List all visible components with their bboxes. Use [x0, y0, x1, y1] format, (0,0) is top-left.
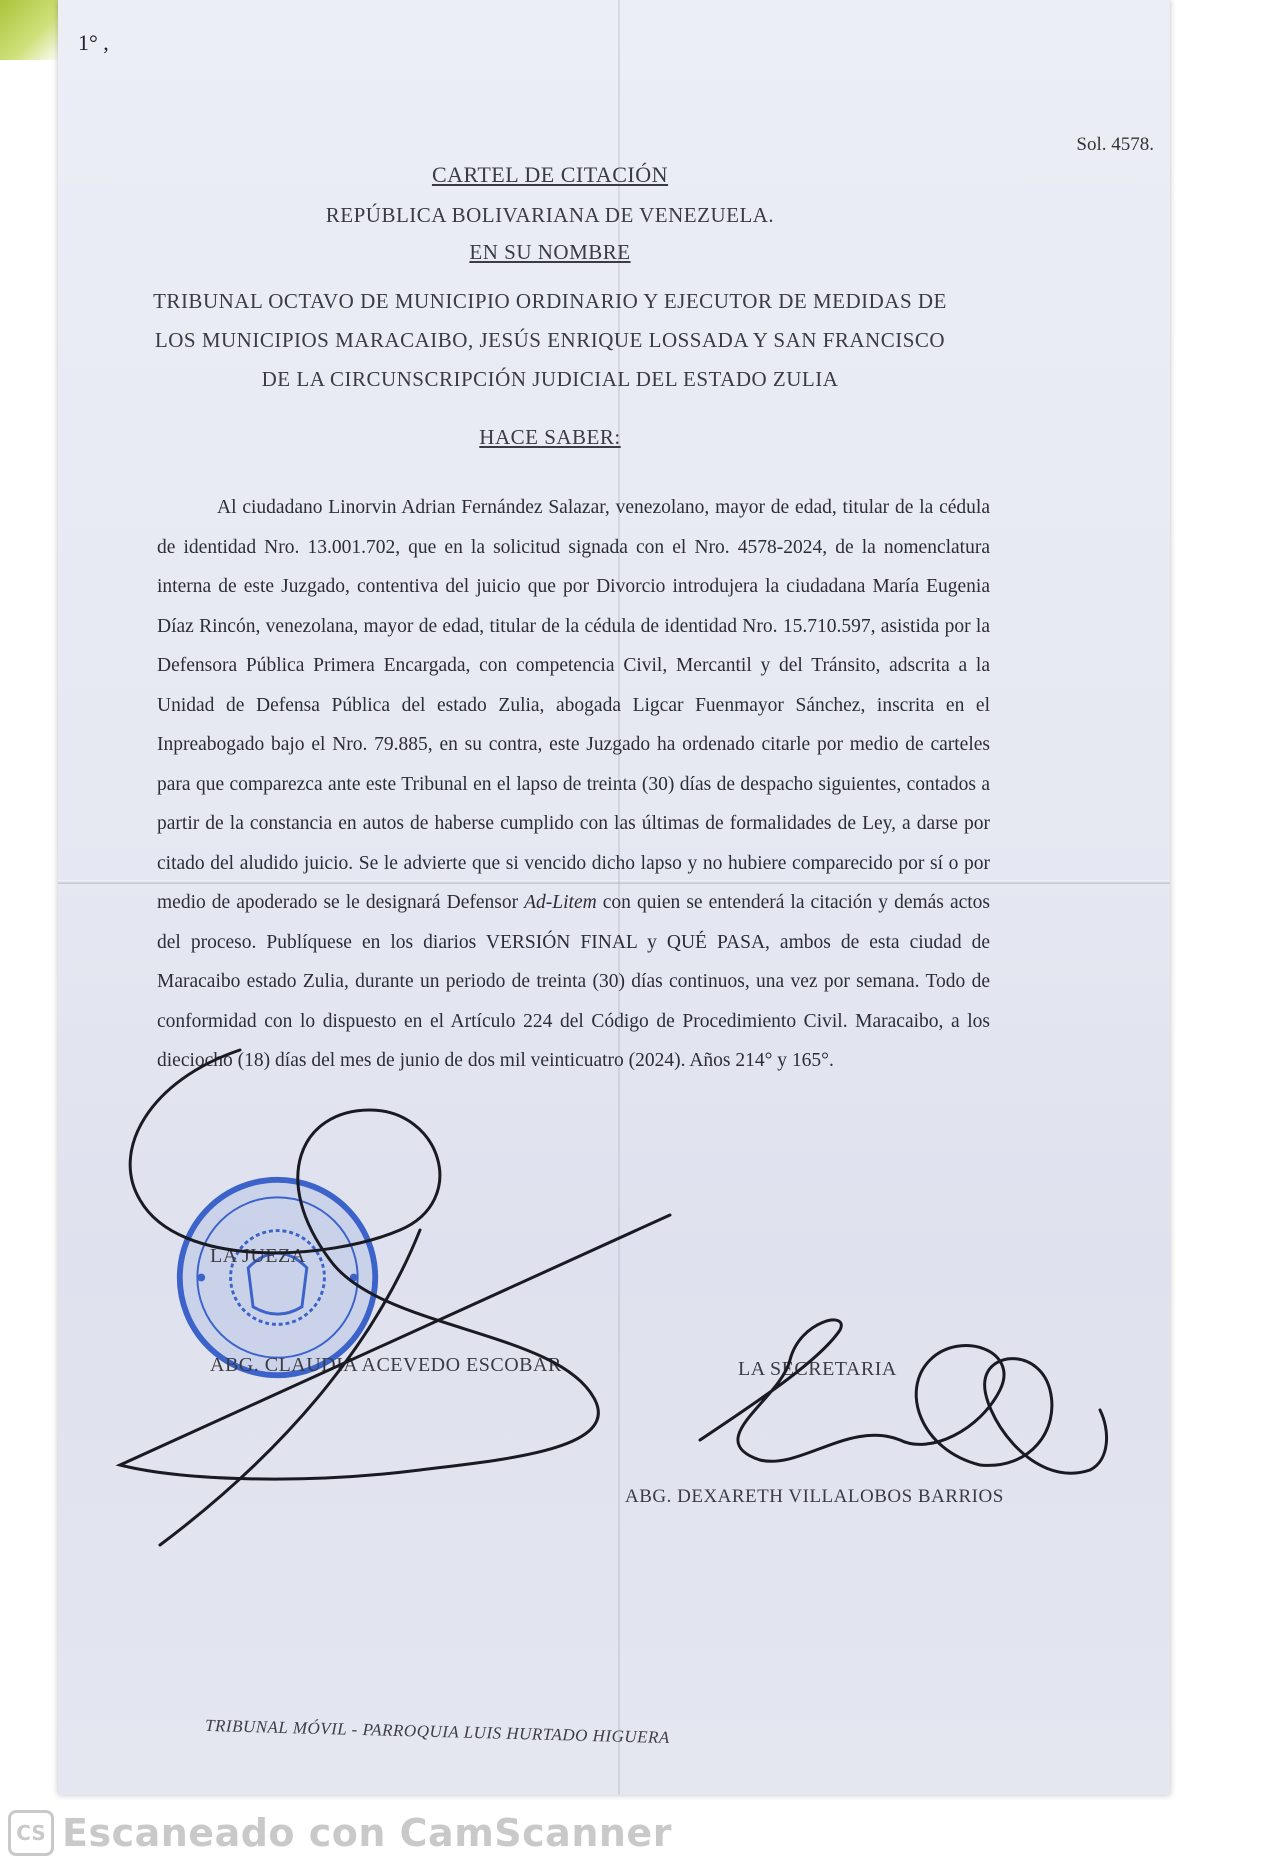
secretary-name: ABG. DEXARETH VILLALOBOS BARRIOS: [625, 1486, 1004, 1507]
judge-title: LA JUEZA: [210, 1245, 306, 1267]
court-seal-stamp: [170, 1170, 385, 1385]
body-part-1: Al ciudadano Linorvin Adrian Fernández Salazar, venezolano, mayor de edad, titular de la cédula de identidad Nro. 13.001.702, que en la solicitud signada con el Nro. 4578-2024, de la nomenclatura interna de este Juzgado, contentiva del juicio que por Divorcio introdujera la ciudadana María Eugenia Díaz Rincón, venezolana, mayor de edad, titular de la cédula de identidad Nro. 15.710.597, asistida por la Defensora Pública Primera Encargada, con competencia Civil, Mercantil y del Tránsito, adscrita a la Unidad de Defensa Pública del estado Zulia, abogada Ligcar Fuenmayor Sánchez, inscrita en el Inpreabogado bajo el Nro. 79.885, en su contra, este Juzgado ha ordenado citarle por medio de carteles para que comparezca ante este Tribunal en el lapso de treinta (30) días de despacho siguientes, contados a partir de la constancia en autos de haberse cumplido con las últimas de formalidades de Ley, a darse por citado del aludido juicio. Se le advierte que si vencido dicho lapso y no hubiere comparecido por sí o por medio de apoderado se le designará Defensor: [157, 497, 990, 913]
camscanner-logo-icon: CS: [8, 1810, 54, 1856]
sol-reference: Sol. 4578.: [1076, 134, 1154, 155]
in-name-heading: EN SU NOMBRE: [469, 240, 631, 264]
body-italic-term: Ad-Litem: [524, 892, 597, 913]
camscanner-watermark: [8, 1808, 672, 1858]
camscanner-text: Escaneado con CamScanner: [62, 1811, 672, 1855]
background-edge: [0, 0, 60, 60]
tribunal-heading: TRIBUNAL OCTAVO DE MUNICIPIO ORDINARIO Y EJECUTOR DE MEDIDAS DE LOS MUNICIPIOS MARACAIBO, JESÚS ENRIQUE LOSSADA Y SAN FRANCISCO DE LA CIRCUNSCRIPCIÓN JUDICIAL DEL ESTADO ZULIA: [153, 289, 947, 391]
republic-heading: REPÚBLICA BOLIVARIANA DE VENEZUELA.: [325, 203, 775, 227]
footer-note: TRIBUNAL MÓVIL - PARROQUIA LUIS HURTADO HIGUERA: [204, 1715, 671, 1748]
hace-saber-heading: HACE SABER:: [479, 425, 621, 449]
document-title: CARTEL DE CITACIÓN: [431, 162, 669, 187]
citation-body: [157, 488, 990, 1081]
secretary-title: LA SECRETARIA: [738, 1358, 897, 1380]
corner-marks: 1° ,: [78, 30, 109, 55]
judge-name: ABG. CLAUDIA ACEVEDO ESCOBAR: [210, 1354, 562, 1376]
body-part-2: con quien se entenderá la citación y demás actos del proceso. Publíquese en los diarios VERSIÓN FINAL y QUÉ PASA, ambos de esta ciudad de Maracaibo estado Zulia, durante un periodo de treinta (30) días continuos, una vez por semana. Todo de conformidad con lo dispuesto en el Artículo 224 del Código de Procedimiento Civil. Maracaibo, a los dieciocho (18) días del mes de junio de dos mil veinticuatro (2024). Años 214° y 165°.: [157, 892, 991, 1071]
